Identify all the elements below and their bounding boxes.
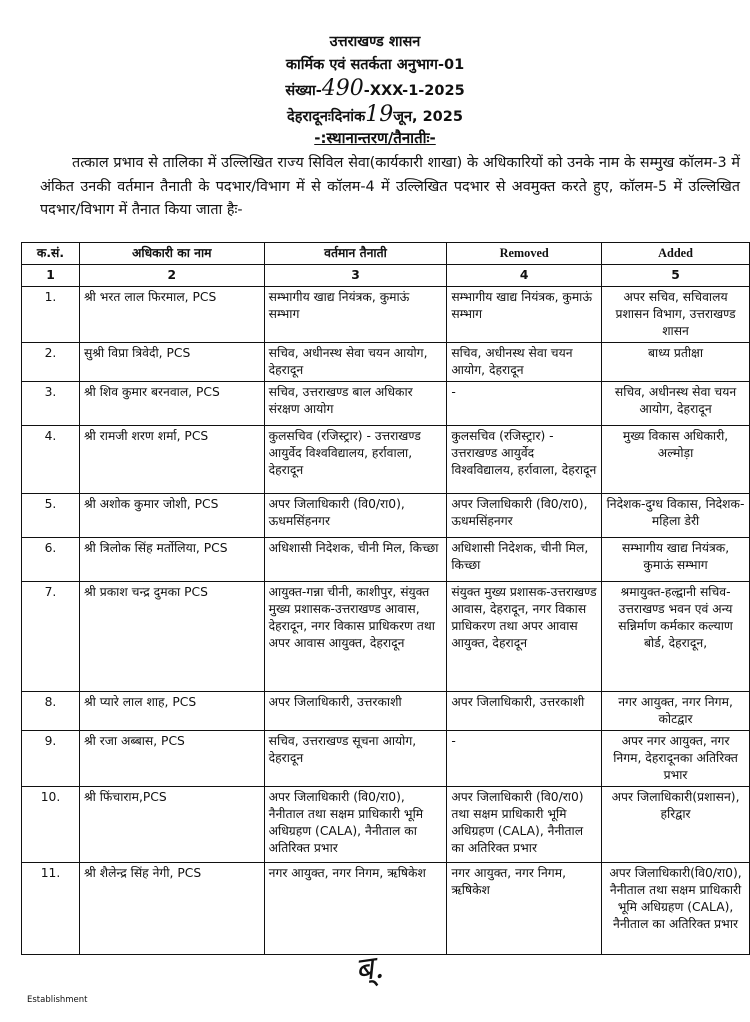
added-cell: निदेशक-दुग्ध विकास, निदेशक-महिला डेरी	[602, 494, 750, 538]
current-posting-cell: अपर जिलाधिकारी (वि0/रा0), नैनीताल तथा सक्षम प्राधिकारी भूमि अधिग्रहण (CALA), नैनीताल का अतिरिक्त प्रभार	[264, 787, 447, 863]
officer-name-cell: श्री फिंचाराम,PCS	[79, 787, 264, 863]
added-cell: अपर सचिव, सचिवालय प्रशासन विभाग, उत्तराखण्ड शासन	[602, 287, 750, 343]
header-added: Added	[602, 243, 750, 265]
government-name: उत्तराखण्ड शासन	[329, 34, 421, 50]
header-current-posting: वर्तमान तैनाती	[264, 243, 447, 265]
header-serial: क.सं.	[22, 243, 80, 265]
officer-name-cell: सुश्री विप्रा त्रिवेदी, PCS	[79, 343, 264, 382]
column-number-row	[22, 265, 750, 287]
current-posting-cell: अधिशासी निदेशक, चीनी मिल, किच्छा	[264, 538, 447, 582]
officer-name-cell: श्री अशोक कुमार जोशी, PCS	[79, 494, 264, 538]
serial-cell: 5.	[22, 494, 80, 538]
serial-cell: 9.	[22, 731, 80, 787]
added-cell: अपर जिलाधिकारी(वि0/रा0), नैनीताल तथा सक्षम प्राधिकारी भूमि अधिग्रहण (CALA), नैनीताल का अतिरिक्त प्रभार	[602, 863, 750, 955]
table-row	[22, 287, 750, 343]
order-number: संख्या-490-XXX-1-2025	[285, 76, 465, 101]
officer-name-cell: श्री प्यारे लाल शाह, PCS	[79, 692, 264, 731]
current-posting-cell: अपर जिलाधिकारी, उत्तरकाशी	[264, 692, 447, 731]
subject-heading: -:स्थानान्तरण/तैनातीः-	[314, 129, 436, 147]
order-date-handwritten: 19	[365, 102, 394, 127]
serial-cell: 4.	[22, 426, 80, 494]
officer-name-cell: श्री प्रकाश चन्द्र दुमका PCS	[79, 582, 264, 692]
current-posting-cell: सचिव, उत्तराखण्ड सूचना आयोग, देहरादून	[264, 731, 447, 787]
removed-cell: सम्भागीय खाद्य नियंत्रक, कुमाऊं सम्भाग	[447, 287, 602, 343]
current-posting-cell: कुलसचिव (रजिस्ट्रार) - उत्तराखण्ड आयुर्वेद विश्वविद्यालय, हर्रावाला, देहरादून	[264, 426, 447, 494]
removed-cell: कुलसचिव (रजिस्ट्रार) - उत्तराखण्ड आयुर्वेद विश्वविद्यालय, हर्रावाला, देहरादून	[447, 426, 602, 494]
serial-cell: 1.	[22, 287, 80, 343]
added-cell: बाध्य प्रतीक्षा	[602, 343, 750, 382]
signature: ब्.	[352, 947, 387, 989]
column-number: 2	[79, 265, 264, 287]
order-intro-paragraph: तत्काल प्रभाव से तालिका में उल्लिखित राज्य सिविल सेवा(कार्यकारी शाखा) के अधिकारियों को उनके नाम के सम्मुख कॉलम-3 में अंकित उनकी वर्तमान तैनाती के पदभार/विभाग में से कॉलम-4 में उल्लिखित पदभार से अवमुक्त करते हुए, कॉलम-5 में उल्लिखित पदभार/विभाग में तैनात किया जाता हैः-	[40, 155, 740, 218]
added-cell: अपर नगर आयुक्त, नगर निगम, देहरादूनका अतिरिक्त प्रभार	[602, 731, 750, 787]
order-number-handwritten: 490	[321, 76, 364, 101]
removed-cell: अपर जिलाधिकारी (वि0/रा0), ऊधमसिंहनगर	[447, 494, 602, 538]
removed-cell: -	[447, 382, 602, 426]
order-date: देहरादूनःदिनांक19जून, 2025	[287, 102, 463, 127]
header-officer-name: अधिकारी का नाम	[79, 243, 264, 265]
transfer-table	[21, 242, 750, 955]
removed-cell: नगर आयुक्त, नगर निगम, ऋषिकेश	[447, 863, 602, 955]
table-row	[22, 426, 750, 494]
added-cell: सम्भागीय खाद्य नियंत्रक, कुमाऊं सम्भाग	[602, 538, 750, 582]
serial-cell: 8.	[22, 692, 80, 731]
removed-cell: अपर जिलाधिकारी, उत्तरकाशी	[447, 692, 602, 731]
current-posting-cell: अपर जिलाधिकारी (वि0/रा0), ऊधमसिंहनगर	[264, 494, 447, 538]
removed-cell: अधिशासी निदेशक, चीनी मिल, किच्छा	[447, 538, 602, 582]
table-row	[22, 787, 750, 863]
table-header-row	[22, 243, 750, 265]
column-number: 1	[22, 265, 80, 287]
added-cell: मुख्य विकास अधिकारी, अल्मोड़ा	[602, 426, 750, 494]
added-cell: नगर आयुक्त, नगर निगम, कोटद्वार	[602, 692, 750, 731]
table-row	[22, 582, 750, 692]
table-row	[22, 863, 750, 955]
serial-cell: 2.	[22, 343, 80, 382]
current-posting-cell: सचिव, अधीनस्थ सेवा चयन आयोग, देहरादून	[264, 343, 447, 382]
serial-cell: 7.	[22, 582, 80, 692]
serial-cell: 10.	[22, 787, 80, 863]
table-row	[22, 494, 750, 538]
letterhead	[0, 31, 750, 129]
footer-section-label: Establishment	[27, 995, 88, 1005]
serial-cell: 11.	[22, 863, 80, 955]
officer-name-cell: श्री रामजी शरण शर्मा, PCS	[79, 426, 264, 494]
column-number: 5	[602, 265, 750, 287]
current-posting-cell: आयुक्त-गन्ना चीनी, काशीपुर, संयुक्त मुख्य प्रशासक-उत्तराखण्ड आवास, देहरादून, नगर विकास प्राधिकरण तथा अपर आवास आयुक्त, देहरादून	[264, 582, 447, 692]
table-row	[22, 731, 750, 787]
current-posting-cell: सम्भागीय खाद्य नियंत्रक, कुमाऊं सम्भाग	[264, 287, 447, 343]
added-cell: श्रमायुक्त-हल्द्वानी सचिव-उत्तराखण्ड भवन एवं अन्य सन्निर्माण कर्मकार कल्याण बोर्ड, देहरादून,	[602, 582, 750, 692]
table-row	[22, 692, 750, 731]
department-name: कार्मिक एवं सतर्कता अनुभाग-01	[285, 57, 465, 73]
table-row	[22, 382, 750, 426]
removed-cell: सचिव, अधीनस्थ सेवा चयन आयोग, देहरादून	[447, 343, 602, 382]
officer-name-cell: श्री शिव कुमार बरनवाल, PCS	[79, 382, 264, 426]
added-cell: अपर जिलाधिकारी(प्रशासन), हरिद्वार	[602, 787, 750, 863]
officer-name-cell: श्री भरत लाल फिरमाल, PCS	[79, 287, 264, 343]
serial-cell: 6.	[22, 538, 80, 582]
officer-name-cell: श्री त्रिलोक सिंह मर्तोलिया, PCS	[79, 538, 264, 582]
officer-name-cell: श्री शैलेन्द्र सिंह नेगी, PCS	[79, 863, 264, 955]
officer-name-cell: श्री रजा अब्बास, PCS	[79, 731, 264, 787]
header-removed: Removed	[447, 243, 602, 265]
removed-cell: -	[447, 731, 602, 787]
column-number: 4	[447, 265, 602, 287]
table-row	[22, 538, 750, 582]
removed-cell: संयुक्त मुख्य प्रशासक-उत्तराखण्ड आवास, देहरादून, नगर विकास प्राधिकरण तथा अपर आवास आयुक्त, देहरादून	[447, 582, 602, 692]
serial-cell: 3.	[22, 382, 80, 426]
current-posting-cell: सचिव, उत्तराखण्ड बाल अधिकार संरक्षण आयोग	[264, 382, 447, 426]
added-cell: सचिव, अधीनस्थ सेवा चयन आयोग, देहरादून	[602, 382, 750, 426]
current-posting-cell: नगर आयुक्त, नगर निगम, ऋषिकेश	[264, 863, 447, 955]
table-row	[22, 343, 750, 382]
column-number: 3	[264, 265, 447, 287]
removed-cell: अपर जिलाधिकारी (वि0/रा0) तथा सक्षम प्राधिकारी भूमि अधिग्रहण (CALA), नैनीताल का अतिरिक्त प्रभार	[447, 787, 602, 863]
